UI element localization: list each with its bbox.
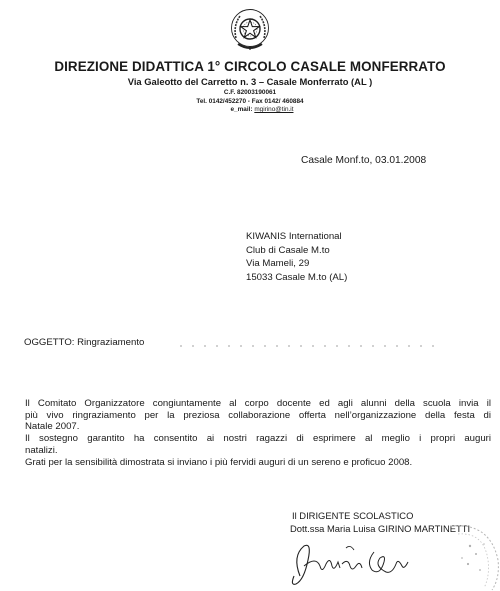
- recipient-line: KIWANIS International: [246, 231, 342, 242]
- institution-address: Via Galeotto del Carretto n. 3 – Casale Monferrato (AL ): [127, 76, 373, 87]
- recipient-address: [246, 230, 347, 284]
- phone-fax: Tel. 0142/452270 - Fax 0142/ 460884: [196, 98, 304, 105]
- body-line: Il sostegno garantito ha consentito ai nostri ragazzi di esprimere al meglio i propri auguri: [25, 433, 491, 445]
- institution-name: DIREZIONE DIDATTICA 1° CIRCOLO CASALE MONFERRATO: [54, 59, 446, 74]
- body-line: più vivo ringraziamento per la preziosa collaborazione offerta nell’organizzazione della festa di: [25, 409, 491, 421]
- email-label: e_mail:: [230, 106, 253, 113]
- body-line: Grati per la sensibilità dimostrata si inviano i più fervidi auguri di un sereno e proficuo 2008.: [25, 456, 413, 468]
- body-line: natalizi.: [25, 444, 58, 456]
- email-line: [12, 106, 500, 113]
- italian-republic-emblem-icon: [230, 8, 270, 52]
- date-line: Casale Monf.to, 03.01.2008: [301, 155, 427, 166]
- body-line: Natale 2007.: [25, 421, 80, 433]
- recipient-line: Club di Casale M.to: [246, 244, 330, 256]
- recipient-line: Via Mameli, 29: [246, 258, 310, 270]
- letter-body: [25, 398, 491, 468]
- signatory-role: Il DIRIGENTE SCOLASTICO: [292, 510, 414, 521]
- subject-line: OGGETTO: Ringraziamento: [24, 337, 145, 348]
- tax-code: C.F. 82003190061: [223, 89, 277, 96]
- body-line: Il Comitato Organizzatore congiuntamente al corpo docente ed agli alunni della scuola invia il: [25, 398, 491, 409]
- scan-dots-divider: [175, 345, 440, 347]
- handwritten-signature: [286, 536, 416, 588]
- recipient-line: 15033 Casale M.to (AL): [246, 271, 348, 283]
- signatory-name: Dott.ssa Maria Luisa GIRINO MARTINETTI: [290, 522, 471, 534]
- email-link[interactable]: mgirino@tin.it: [254, 106, 294, 113]
- school-stamp: [440, 520, 500, 591]
